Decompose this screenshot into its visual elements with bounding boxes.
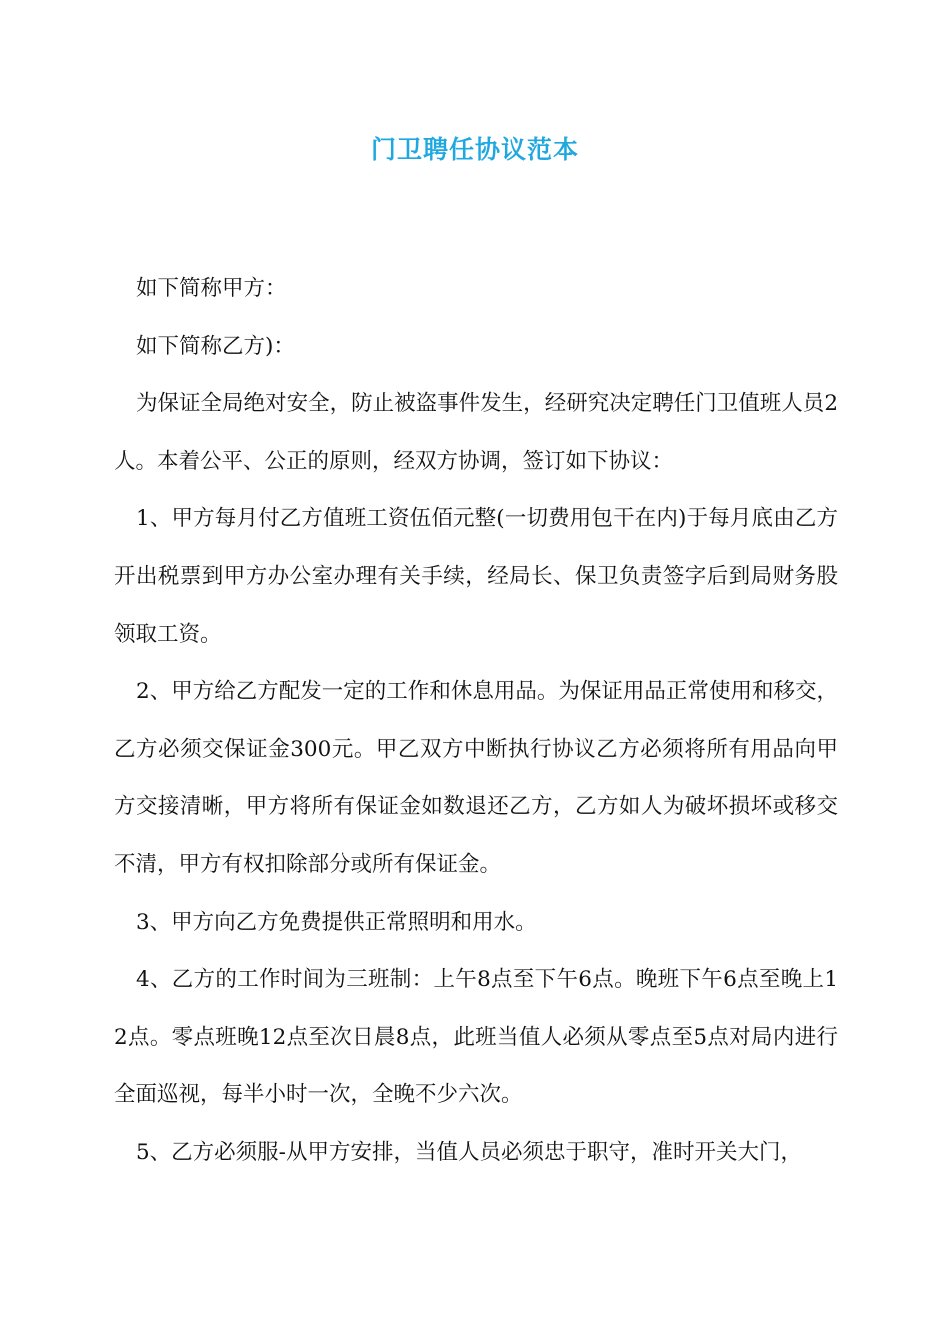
document-body xyxy=(114,260,838,1182)
paragraph-clause-4: 4、乙方的工作时间为三班制：上午8点至下午6点。晚班下午6点至晚上12点。零点班晚12点至次日晨8点，此班当值人必须从零点至5点对局内进行全面巡视，每半小时一次，全晚不少六次。 xyxy=(114,967,838,1108)
paragraph-party-a: 如下简称甲方： xyxy=(136,276,287,301)
document-title: 门卫聘任协议范本 xyxy=(370,135,579,164)
paragraph-clause-3: 3、甲方向乙方免费提供正常照明和用水。 xyxy=(136,909,537,935)
paragraph-party-b: 如下简称乙方)： xyxy=(136,333,295,359)
paragraph-clause-2: 2、甲方给乙方配发一定的工作和休息用品。为保证用品正常使用和移交，乙方必须交保证金300元。甲乙双方中断执行协议乙方必须将所有用品向甲方交接清晰，甲方将所有保证金如数退还乙方，乙方如人为破坏损坏或移交不清，甲方有权扣除部分或所有保证金。 xyxy=(114,679,838,877)
paragraph-clause-1: 1、甲方每月付乙方值班工资伍佰元整(一切费用包干在内)于每月底由乙方开出税票到甲方办公室办理有关手续，经局长、保卫负责签字后到局财务股领取工资。 xyxy=(114,506,838,647)
paragraph-clause-5: 5、乙方必须服-从甲方安排，当值人员必须忠于职守，准时开关大门， xyxy=(136,1139,802,1165)
paragraph-preamble: 为保证全局绝对安全，防止被盗事件发生，经研究决定聘任门卫值班人员2人。本着公平、公正的原则，经双方协调，签订如下协议： xyxy=(114,391,838,474)
